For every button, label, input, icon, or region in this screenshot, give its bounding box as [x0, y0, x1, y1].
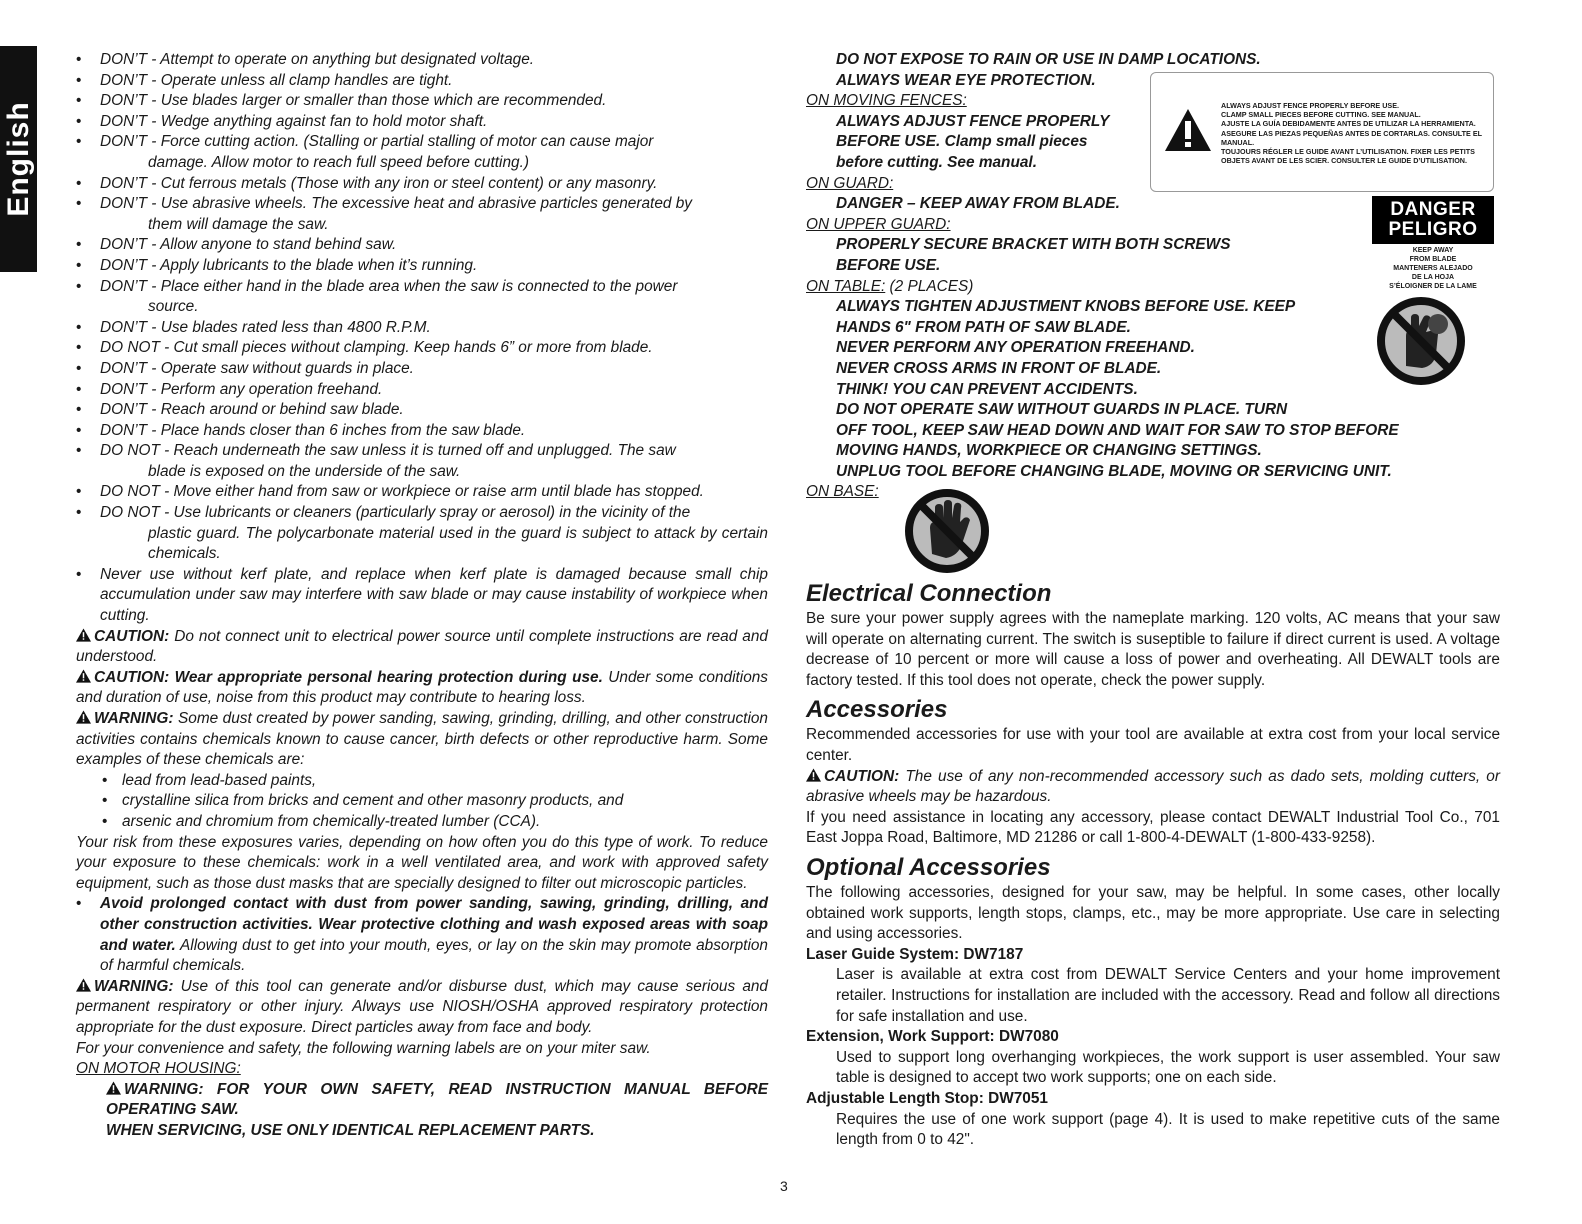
length-stop-label: Adjustable Length Stop: DW7051 [806, 1089, 1048, 1107]
table-line: NEVER PERFORM ANY OPERATION FREEHAND. [836, 339, 1195, 357]
avoid-list [76, 894, 768, 976]
warning-triangle-icon [806, 768, 821, 782]
rain-warning: DO NOT EXPOSE TO RAIN OR USE IN DAMP LOCATIONS. [836, 51, 1261, 68]
page-number: 3 [780, 1178, 788, 1194]
language-tab-label: English [1, 101, 35, 217]
warning-triangle-icon [106, 1081, 121, 1095]
list-item: • DON’T - Apply lubricants to the blade when it’s running. [76, 256, 768, 277]
warning-dust-chemicals: WARNING: Some dust created by power sanding, sawing, grinding, drilling, and other construction activities contains chemicals known to cause cancer, birth defects or other reproductive harm. Some examples of these chemicals are: [76, 710, 768, 769]
warning-triangle-icon [1163, 107, 1213, 153]
warning-triangle-icon [76, 628, 91, 642]
motor-housing-heading: ON MOTOR HOUSING: [76, 1060, 241, 1078]
extension-text: Used to support long overhanging workpieces, the work support is user assembled. Your saw table is designed to accept two work supports; one on each side. [836, 1048, 1500, 1087]
no-hand-icon [904, 488, 990, 574]
risk-paragraph: Your risk from these exposures varies, depending on how often you do this type of work. To reduce your exposure to these chemicals: work in a well ventilated area, and work with approved safety equipment, such as those dust masks that are specially designed to filter out microscopic particles. [76, 833, 768, 892]
moving-fences-heading: ON MOVING FENCES: [806, 92, 967, 110]
warning-triangle-icon [76, 669, 91, 683]
accessories-title: Accessories [806, 696, 948, 724]
list-item: • DON’T - Place either hand in the blade area when the saw is connected to the power source. [76, 277, 768, 318]
list-item: • DON’T - Force cutting action. (Stalling or partial stalling of motor can cause major damage. Allow motor to reach full speed before cutting.) [76, 132, 768, 173]
upper-guard-line: BEFORE USE. [836, 256, 941, 274]
table-heading: ON TABLE: (2 PLACES) [806, 277, 974, 295]
base-heading: ON BASE: [806, 483, 879, 501]
extension-label: Extension, Work Support: DW7080 [806, 1028, 1059, 1046]
danger-decal [1372, 196, 1494, 291]
table-line: ALWAYS TIGHTEN ADJUSTMENT KNOBS BEFORE USE. KEEP [836, 298, 1296, 316]
motor-servicing: WHEN SERVICING, USE ONLY IDENTICAL REPLACEMENT PARTS. [106, 1121, 595, 1139]
accessories-text: Recommended accessories for use with your tool are available at extra cost from your local service center. [806, 726, 1500, 765]
guard-heading: ON GUARD: [806, 174, 894, 192]
caution-hearing: CAUTION: Wear appropriate personal hearing protection during use. Under some conditions and duration of use, noise from this product may contribute to hearing loss. [76, 668, 769, 707]
chemicals-list [76, 771, 768, 833]
list-item: • DON’T - Place hands closer than 6 inches from the saw blade. [76, 421, 768, 442]
electrical-text: Be sure your power supply agrees with the nameplate marking. 120 volts, AC means that your saw will operate on alternating current. The switch is suseptible to failure if direct current is used. A voltage decrease of 10 percent or more will cause a loss of power and overheating. All DEWALT tools are factory tested. If this tool does not operate, check the power supply. [806, 610, 1500, 689]
table-line: HANDS 6" FROM PATH OF SAW BLADE. [836, 318, 1131, 336]
length-stop-text: Requires the use of one work support (page 4). It is used to make repetitive cuts of the same length from 0 to 42". [836, 1110, 1500, 1149]
list-item: • DON’T - Wedge anything against fan to hold motor shaft. [76, 112, 768, 133]
table-line: THINK! YOU CAN PREVENT ACCIDENTS. [836, 380, 1138, 398]
warning-triangle-icon [76, 710, 91, 724]
table-line: UNPLUG TOOL BEFORE CHANGING BLADE, MOVING OR SERVICING UNIT. [836, 462, 1392, 480]
list-item: • arsenic and chromium from chemically-treated lumber (CCA). [102, 812, 768, 833]
list-item: • DO NOT - Cut small pieces without clamping. Keep hands 6” or more from blade. [76, 338, 768, 359]
decal-text: ALWAYS ADJUST FENCE PROPERLY BEFORE USE. CLAMP SMALL PIECES BEFORE CUTTING. SEE MANUAL. AJUSTE LA GUÍA DEBIDAMENTE ANTES DE UTILIZAR LA HERRAMIENTA. ASEGURE LAS PIEZAS PEQUEÑAS ANTES DE CORTARLAS. CONSULTE EL MANUAL. TOUJOURS RÉGLER LE GUIDE AVANT L’UTILISATION. FIXER LES PETITS OBJETS AVANT DE LES SCIER. CONSULTER LE GUIDE D’UTILISATION. [1221, 101, 1482, 166]
laser-label: Laser Guide System: DW7187 [806, 945, 1024, 963]
dont-list [76, 50, 768, 627]
fences-line: before cutting. See manual. [836, 153, 1037, 171]
fences-line: ALWAYS ADJUST FENCE PROPERLY [836, 112, 1110, 130]
eye-warning: ALWAYS WEAR EYE PROTECTION. [836, 71, 1096, 89]
list-item: • crystalline silica from bricks and cement and other masonry products, and [102, 791, 768, 812]
list-item: • Never use without kerf plate, and replace when kerf plate is damaged because small chip accumulation under saw may interfere with saw blade or may cause instability of workpiece when cutting. [76, 565, 768, 627]
guard-text: DANGER – KEEP AWAY FROM BLADE. [836, 195, 1120, 213]
list-item: • DO NOT - Reach underneath the saw unless it is turned off and unplugged. The saw blade is exposed on the underside of the saw. [76, 441, 768, 482]
list-item: • lead from lead-based paints, [102, 771, 768, 792]
warning-dust-respiratory: WARNING: Use of this tool can generate and/or disburse dust, which may cause serious and permanent respiratory or other injury. Always use NIOSH/OSHA approved respiratory protection appropriate for the dust exposure. Direct particles away from face and body. [76, 977, 768, 1036]
warning-triangle-icon [76, 978, 91, 992]
table-line: NEVER CROSS ARMS IN FRONT OF BLADE. [836, 359, 1162, 377]
list-item: • DON’T - Cut ferrous metals (Those with any iron or steel content) or any masonry. [76, 174, 768, 195]
table-line: MOVING HANDS, WORKPIECE OR CHANGING SETTINGS. [836, 442, 1262, 460]
optional-accessories-title: Optional Accessories [806, 854, 1051, 881]
laser-text: Laser is available at extra cost from DEWALT Service Centers and your home improvement retailer. Instructions for installation are included with the accessory. Read and follow all directions for safe installation and use. [836, 966, 1500, 1025]
upper-guard-line: PROPERLY SECURE BRACKET WITH BOTH SCREWS [836, 236, 1231, 254]
list-item: • DON’T - Operate unless all clamp handles are tight. [76, 71, 768, 92]
table-line: OFF TOOL, KEEP SAW HEAD DOWN AND WAIT FOR SAW TO STOP BEFORE [836, 421, 1399, 439]
assistance-text: If you need assistance in locating any accessory, please contact DEWALT Industrial Tool Co., 701 East Joppa Road, Baltimore, MD 21286 or call 1-800-4-DEWALT (1-800-433-9258). [806, 808, 1500, 847]
electrical-title: Electrical Connection [806, 580, 1052, 608]
left-column [76, 50, 768, 1141]
list-item: • DO NOT - Use lubricants or cleaners (particularly spray or aerosol) in the vicinity of the plastic guard. The polycarbonate material used in the guard is subject to attack by certain chemicals. [76, 503, 768, 565]
list-item: • Avoid prolonged contact with dust from power sanding, sawing, grinding, drilling, and other construction activities. Wear protective clothing and wash exposed areas with soap and water. Allowing dust to get into your mouth, eyes, or lay on the skin may promote absorption of harmful chemicals. [76, 894, 768, 976]
fences-line: BEFORE USE. Clamp small pieces [836, 133, 1088, 151]
table-line: DO NOT OPERATE SAW WITHOUT GUARDS IN PLACE. TURN [836, 401, 1288, 419]
list-item: • DON’T - Use blades rated less than 4800 R.P.M. [76, 318, 768, 339]
list-item: • DON’T - Use abrasive wheels. The excessive heat and abrasive particles generated by them will damage the saw. [76, 194, 768, 235]
list-item: • DON’T - Allow anyone to stand behind saw. [76, 235, 768, 256]
language-tab [0, 46, 37, 272]
accessories-caution: CAUTION: The use of any non-recommended accessory such as dado sets, molding cutters, or abrasive wheels may be hazardous. [806, 767, 1500, 806]
optional-text: The following accessories, designed for your saw, may be helpful. In some cases, other locally obtained work supports, length stops, clamps, etc., may be more appropriate. Use care in selecting and using accessories. [806, 884, 1500, 943]
list-item: • DON’T - Perform any operation freehand. [76, 380, 768, 401]
convenience-note: For your convenience and safety, the following warning labels are on your miter saw. [76, 1039, 651, 1057]
caution-connect: CAUTION: Do not connect unit to electrical power source until complete instructions are read and understood. [76, 627, 768, 666]
danger-small-text: KEEP AWAY FROM BLADE MANTENERS ALEJADO DE LA HOJA S’ÉLOIGNER DE LA LAME [1389, 247, 1477, 290]
list-item: • DON’T - Reach around or behind saw blade. [76, 400, 768, 421]
motor-warning: WARNING: FOR YOUR OWN SAFETY, READ INSTRUCTION MANUAL BEFORE OPERATING SAW. [106, 1080, 768, 1119]
upper-guard-heading: ON UPPER GUARD: [806, 215, 951, 233]
list-item: • DO NOT - Move either hand from saw or workpiece or raise arm until blade has stopped. [76, 482, 768, 503]
no-hands-blade-icon [1376, 296, 1466, 386]
list-item: • DON’T - Attempt to operate on anything but designated voltage. [76, 50, 768, 71]
list-item: • DON’T - Operate saw without guards in place. [76, 359, 768, 380]
list-item: • DON’T - Use blades larger or smaller than those which are recommended. [76, 91, 768, 112]
danger-box: DANGER PELIGRO [1372, 196, 1494, 244]
fence-decal [1150, 72, 1494, 192]
